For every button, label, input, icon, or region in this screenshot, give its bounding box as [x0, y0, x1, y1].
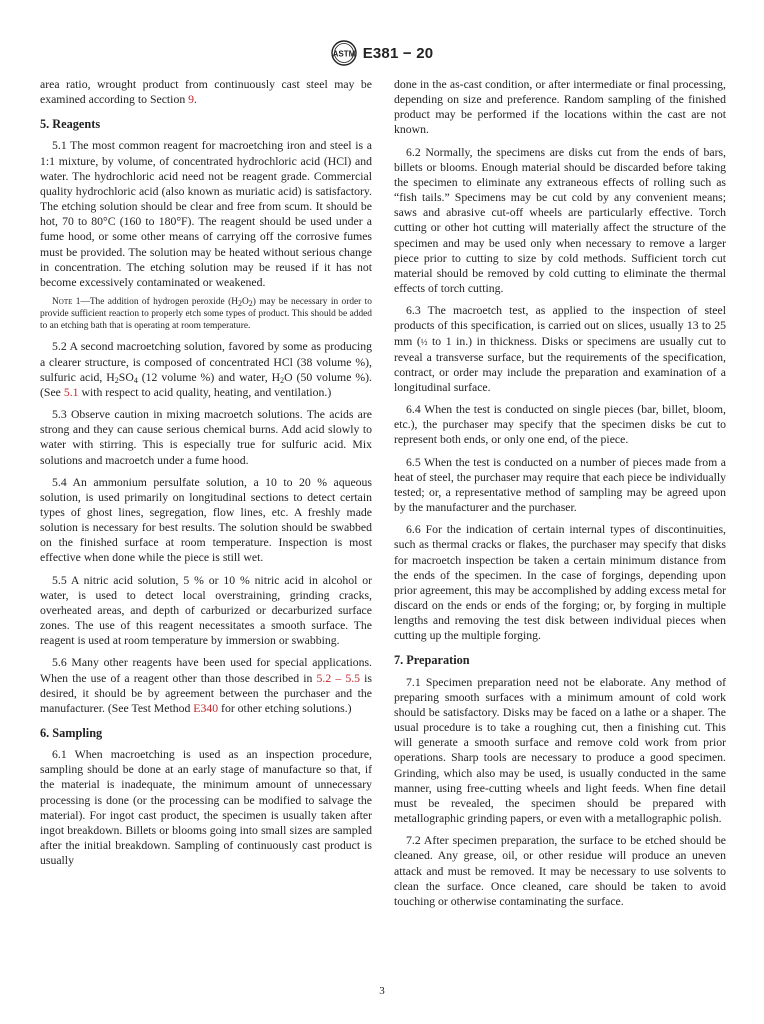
paragraph-6-1: 6.1 When macroetching is used as an inspection procedure, sampling should be done at an early stage of manufacture so that, if the material is inadequate, the minimum amount of unnecessary processing is done (or the processing can be modified to salvage the material). For ingot cast product, the specimen is usually taken after ingot breakdown. Billets or blooms going into small sizes are sampled after the initial breakdown. Sampling of continuously cast product is usually	[40, 748, 372, 868]
paragraph-5-4: 5.4 An ammonium persulfate solution, a 10 to 20 % aqueous solution, is used primarily on longitudinal sections to detect certain types of ghost lines, segregation, flow lines, etc. A freshly made solution is necessary for best results. The solution should be swabbed on the finished surface at room temperature. Inspection is most effective when done while the piece is still wet.	[40, 475, 372, 565]
paragraph-6-5: 6.5 When the test is conducted on a number of pieces made from a heat of steel, the purchaser may require that each piece be individually tested; or, a representative method of sampling may be agreed upon by the manufacturer and the purchaser.	[394, 455, 726, 515]
paragraph-7-1: 7.1 Specimen preparation need not be elaborate. Any method of preparing smooth surfaces with a minimum amount of cold work should be satisfactory. Disks may be faced on a lathe or a shaper. The usual procedure is to take a roughing cut, then a finishing cut. This will generate a smooth surface and remove cold work from prior operations. Sharp tools are necessary to produce a good specimen. Grinding, which also may be used, is usually conducted in the same manner, using free-cutting wheels and light feeds. When fine detail must be revealed, the specimen should be prepared with metallographic grinding papers, or even with a metallographic polish.	[394, 675, 726, 826]
svg-text:ASTM: ASTM	[332, 49, 356, 59]
section-heading-reagents: 5. Reagents	[40, 117, 101, 132]
page-header	[0, 40, 764, 66]
paragraph-6-6: 6.6 For the indication of certain internal types of discontinuities, such as thermal cracks or flakes, the purchaser may specify that disks for macroetch inspection be taken a certain minimum distance from the ends of the specimen. In the case of forgings, depending upon prior agreement, this may be accomplished by adding excess metal for discard on the ends or ends of the forging; or, by forging in multiple lengths and removing the test disk between individual pieces when cutting up the multiple forging.	[394, 523, 726, 643]
left-column	[40, 77, 372, 875]
astm-logo-icon	[331, 40, 357, 66]
paragraph-5-3: 5.3 Observe caution in mixing macroetch solutions. The acids are strong and they can cause serious chemical burns. Add acid slowly to water with stirring. This is especially true for sulfuric acid. Mix solutions and macroetch under a fume hood.	[40, 408, 372, 467]
section-heading-sampling: 6. Sampling	[40, 726, 103, 741]
section-heading-preparation: 7. Preparation	[394, 653, 470, 668]
paragraph-5-2: 5.2 A second macroetching solution, favored by some as producing a clearer structure, is composed of concentrated HCl (38 volume %), sulfuric acid, $H_2SO_4$ (12 volume %) and water, $H_2O$ (50 volume %). (See 5.1 with respect to acid quality, heating, and ventilation.)	[40, 340, 372, 399]
note-1: Note 1—The addition of hydrogen peroxide $(H_2O_2)$ may be necessary in order to provide sufficient reaction to properly etch some types of product. This should be added to an etching bath that is operating at room temperature.	[40, 297, 372, 331]
document-designation: E381 − 20	[362, 44, 434, 62]
standard-link[interactable]: E340	[193, 701, 219, 715]
paragraph-6-2: 6.2 Normally, the specimens are disks cut from the ends of bars, billets or blooms. Enough material should be discarded before taking the specimen to eliminate any extraneous effects of rolling such as “fish tails.” Specimens may be cut cold by any convenient means; saws and abrasive cut-off wheels are particularly effective. Torch cutting or other hot cutting will materially affect the structure of the specimen and may be used only when necessary to remove a larger piece prior to cutting to size by cold methods. Sufficient torch cut material should be removed by cold cutting to eliminate the thermal effects of torch cutting.	[394, 145, 726, 296]
paragraph-5-5: 5.5 A nitric acid solution, 5 % or 10 % nitric acid in alcohol or water, is used to detect local overstraining, grinding cracks, overheated areas, and depth of carburized or decarburized surface zones. The use of this reagent necessitates a smooth surface. The reagent is used at room temperature by immersion or swabbing.	[40, 573, 372, 648]
paragraph-6-1-continued: done in the as-cast condition, or after intermediate or final processing, depending on size and preference. Random sampling of the finished product may be performed if the locations within the cast are not known.	[394, 78, 726, 137]
section-link[interactable]: 9	[188, 93, 195, 107]
right-column	[394, 77, 726, 916]
section-link[interactable]: 5.1	[63, 385, 79, 399]
paragraph-6-4: 6.4 When the test is conducted on single pieces (bar, billet, bloom, etc.), the purchaser may specify that the specimen disks be cut to represent both ends, or only one end, of the piece.	[394, 403, 726, 447]
section-link[interactable]: 5.2	[316, 671, 332, 685]
paragraph-5-1: 5.1 The most common reagent for macroetching iron and steel is a 1:1 mixture, by volume, of concentrated hydrochloric acid (HCl) and water. The hydrochloric acid need not be reagent grade. Commercial quality hydrochloric acid (also known as muriatic acid) is satisfactory. The etching solution should be clear and free from scum. It should be hot, 70 to 80°C (160 to 180°F). The reagent should be used under a fume hood, or some other means of carrying off the corrosive fumes must be provided. The solution may be heated without serious change in concentration. The etching solution may be reused if it has not become excessively contaminated or weakened.	[40, 139, 372, 289]
paragraph-continued: area ratio, wrought product from continuously cast steel may be examined according to Section 9.	[40, 78, 372, 107]
paragraph-5-6: 5.6 Many other reagents have been used for special applications. When the use of a reagent other than those described in 5.2 – 5.5 is desired, it should be by agreement between the purchaser and the manufacturer. (See Test Method E340 for other etching solutions.)	[40, 656, 373, 715]
paragraph-6-3: 6.3 The macroetch test, as applied to the inspection of steel products of this specification, is carried out on slices, usually 13 to 25 mm (½ to 1 in.) in thickness. Disks or specimens are usually cut to reveal a transverse surface, but the requirements of the specification, contract, or order may include the preparation and examination of a longitudinal surface.	[394, 304, 726, 394]
section-link[interactable]: 5.5	[345, 671, 361, 685]
page-number: 3	[379, 985, 385, 997]
paragraph-7-2: 7.2 After specimen preparation, the surface to be etched should be cleaned. Any grease, oil, or other residue will produce an uneven attack and must be removed. It may be necessary to use solvents to clean the surface. Once cleaned, care should be taken to avoid touching or otherwise contaminating the surface.	[394, 834, 726, 908]
